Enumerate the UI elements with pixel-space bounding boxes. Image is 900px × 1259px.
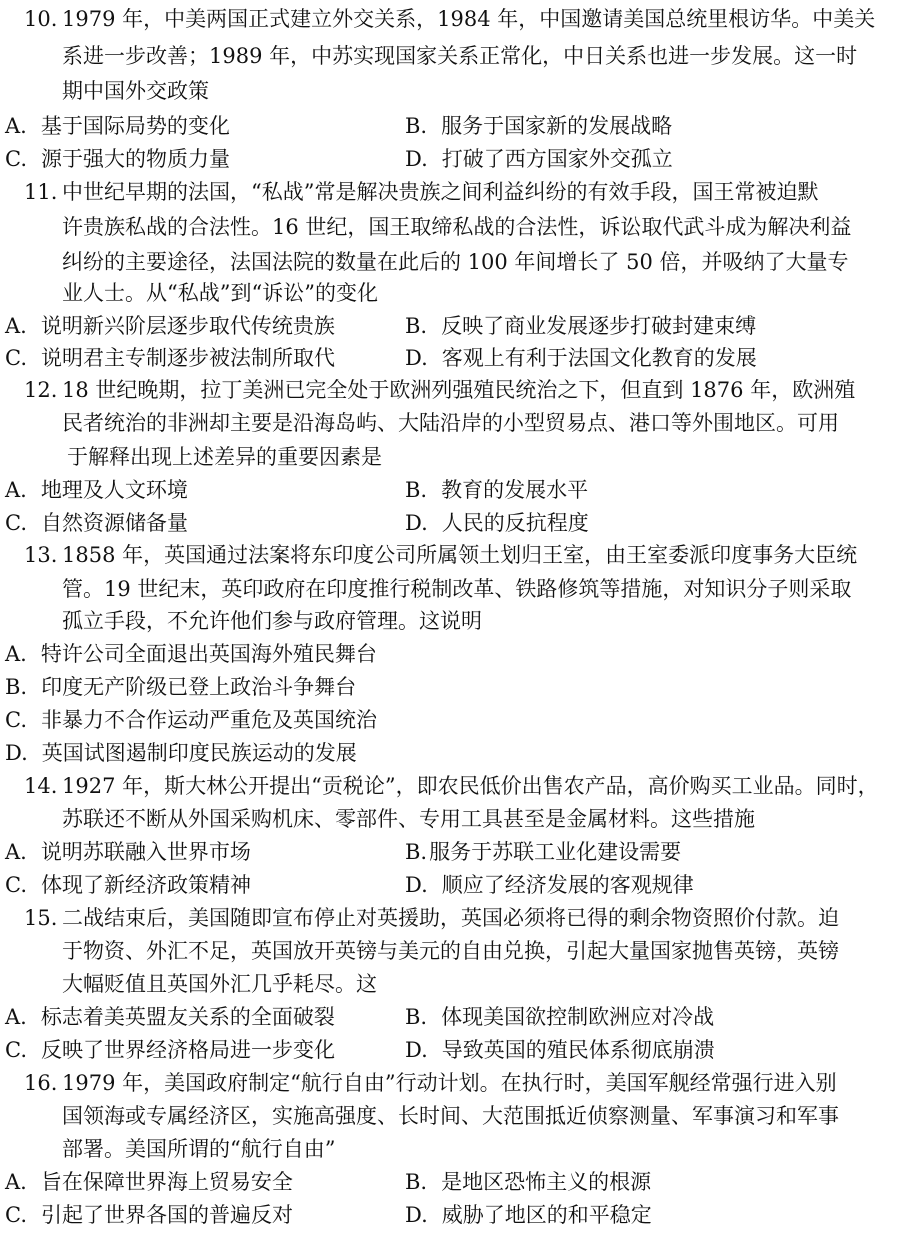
option-b: B. 印度无产阶级已登上政治斗争舞台	[5, 675, 357, 699]
option-c: C. 说明君主专制逐步被法制所取代	[5, 346, 335, 370]
question-stem-line: 管。19 世纪末，英印政府在印度推行税制改革、铁路修筑等措施，对知识分子则采取	[62, 577, 852, 601]
question-number: 16.	[24, 1071, 58, 1095]
option-d: D. 英国试图遏制印度民族运动的发展	[5, 741, 357, 765]
option-b: B. 教育的发展水平	[405, 478, 589, 502]
option-c: C. 体现了新经济政策精神	[5, 873, 251, 897]
option-d: D. 打破了西方国家外交孤立	[405, 147, 673, 171]
option-c: C. 反映了世界经济格局进一步变化	[5, 1038, 335, 1062]
question-number: 12.	[24, 378, 58, 402]
question-stem-line: 大幅贬值且英国外汇几乎耗尽。这	[62, 972, 377, 996]
question-number: 13.	[24, 543, 58, 567]
option-b: B. 反映了商业发展逐步打破封建束缚	[405, 314, 757, 338]
question-number: 10.	[24, 7, 58, 31]
question-stem-line: 于解释出现上述差异的重要因素是	[67, 445, 382, 469]
question-number: 14.	[24, 774, 58, 798]
question-stem-line: 1927 年，斯大林公开提出“贡税论”，即农民低价出售农产品，高价购买工业品。同时，	[62, 774, 879, 798]
question-stem-line: 1858 年，英国通过法案将东印度公司所属领土划归王室，由王室委派印度事务大臣统	[62, 543, 858, 567]
option-a: A. 特许公司全面退出英国海外殖民舞台	[5, 642, 377, 666]
question-stem-line: 1979 年，中美两国正式建立外交关系，1984 年，中国邀请美国总统里根访华。中美关	[62, 7, 876, 31]
question-stem-line: 孤立手段，不允许他们参与政府管理。这说明	[62, 609, 482, 633]
question-stem-line: 1979 年，美国政府制定“航行自由”行动计划。在执行时，美国军舰经常强行进入别	[62, 1071, 837, 1095]
option-c: C. 源于强大的物质力量	[5, 147, 230, 171]
option-d: D. 顺应了经济发展的客观规律	[405, 873, 694, 897]
option-c: C. 自然资源储备量	[5, 511, 188, 535]
question-stem-line: 二战结束后，美国随即宣布停止对英援助，英国必须将已得的剩余物资照价付款。迫	[62, 906, 839, 930]
option-a: A. 基于国际局势的变化	[5, 114, 230, 138]
option-a: A. 标志着美英盟友关系的全面破裂	[5, 1005, 335, 1029]
question-stem-line: 业人士。从“私战”到“诉讼”的变化	[62, 281, 378, 305]
option-d: D. 人民的反抗程度	[405, 511, 589, 535]
option-d: D. 威胁了地区的和平稳定	[405, 1203, 652, 1227]
question-stem-line: 纠纷的主要途径，法国法院的数量在此后的 100 年间增长了 50 倍，并吸纳了大量专	[62, 250, 849, 274]
question-stem-line: 许贵族私战的合法性。16 世纪，国王取缔私战的合法性，诉讼取代武斗成为解决利益	[62, 215, 852, 239]
question-stem-line: 期中国外交政策	[62, 79, 209, 103]
question-number: 15.	[24, 906, 58, 930]
option-a: A. 旨在保障世界海上贸易安全	[5, 1170, 293, 1194]
option-b: B. 是地区恐怖主义的根源	[405, 1170, 652, 1194]
option-b: B. 服务于国家新的发展战略	[405, 114, 673, 138]
option-b: B.服务于苏联工业化建设需要	[405, 840, 682, 864]
question-stem-line: 系进一步改善；1989 年，中苏实现国家关系正常化，中日关系也进一步发展。这一时	[62, 44, 858, 68]
option-c: C. 引起了世界各国的普遍反对	[5, 1203, 293, 1227]
question-stem-line: 18 世纪晚期，拉丁美洲已完全处于欧洲列强殖民统治之下，但直到 1876 年，欧洲殖	[62, 378, 856, 402]
option-d: D. 导致英国的殖民体系彻底崩溃	[405, 1038, 715, 1062]
question-stem-line: 于物资、外汇不足，英国放开英镑与美元的自由兑换，引起大量国家抛售英镑，英镑	[62, 939, 839, 963]
question-stem-line: 苏联还不断从外国采购机床、零部件、专用工具甚至是金属材料。这些措施	[62, 807, 755, 831]
option-b: B. 体现美国欲控制欧洲应对冷战	[405, 1005, 715, 1029]
question-stem-line: 国领海或专属经济区，实施高强度、长时间、大范围抵近侦察测量、军事演习和军事	[62, 1104, 839, 1128]
option-d: D. 客观上有利于法国文化教育的发展	[405, 346, 757, 370]
option-c: C. 非暴力不合作运动严重危及英国统治	[5, 708, 377, 732]
option-a: A. 说明苏联融入世界市场	[5, 840, 251, 864]
question-stem-line: 中世纪早期的法国，“私战”常是解决贵族之间利益纠纷的有效手段，国王常被迫默	[62, 180, 819, 204]
question-stem-line: 部署。美国所谓的“航行自由”	[62, 1137, 336, 1161]
option-a: A. 说明新兴阶层逐步取代传统贵族	[5, 314, 335, 338]
option-a: A. 地理及人文环境	[5, 478, 188, 502]
question-stem-line: 民者统治的非洲却主要是沿海岛屿、大陆沿岸的小型贸易点、港口等外围地区。可用	[62, 411, 839, 435]
question-number: 11.	[24, 180, 58, 204]
